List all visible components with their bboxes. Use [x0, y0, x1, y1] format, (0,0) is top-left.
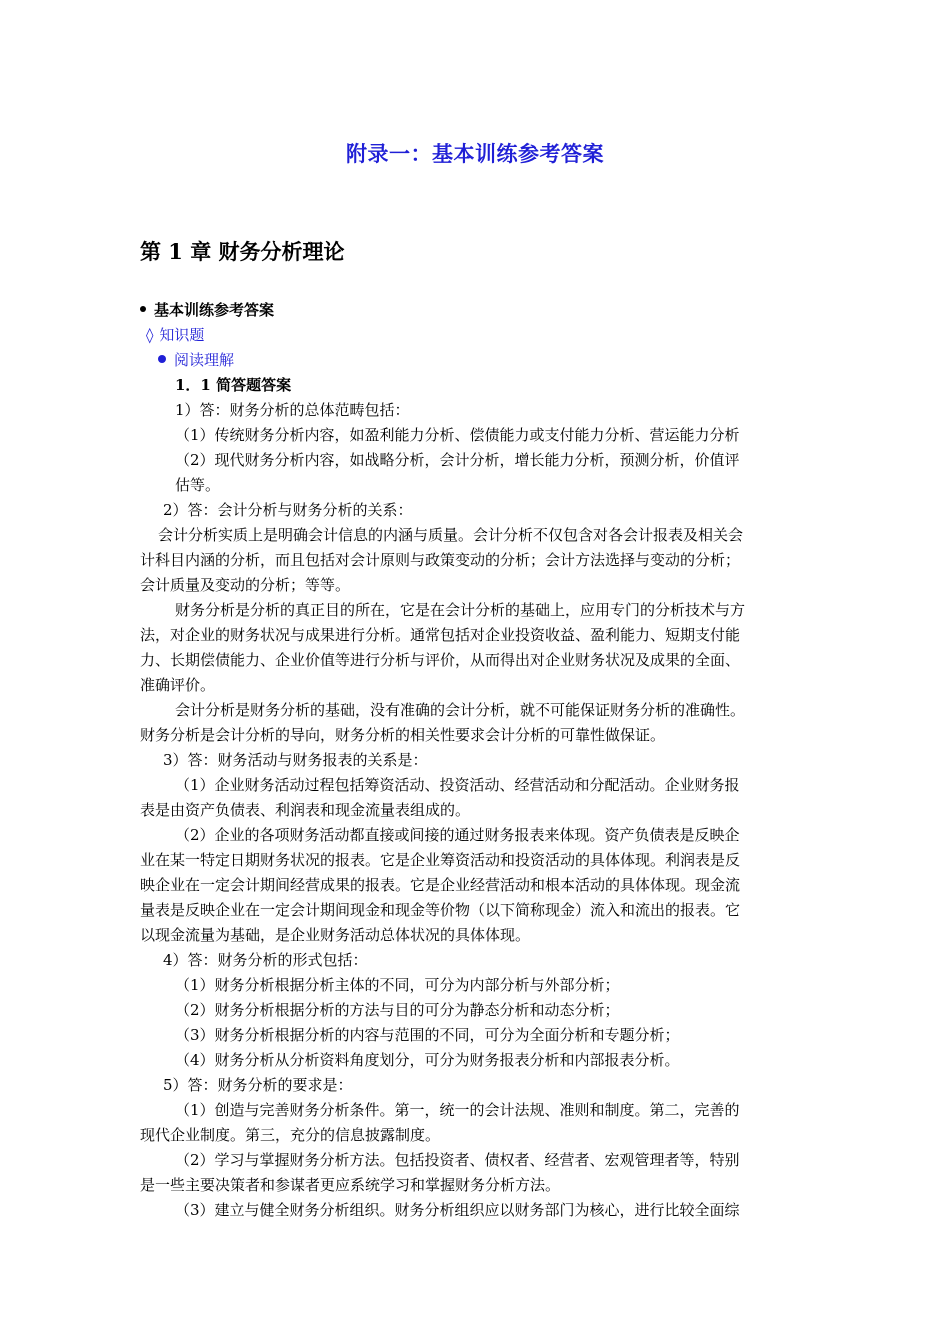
paragraph-line: （2）学习与掌握财务分析方法。包括投资者、债权者、经营者、宏观管理者等，特别 [175, 1151, 740, 1169]
paragraph-line: 3）答：财务活动与财务报表的关系是： [163, 751, 428, 769]
bullet-main [140, 298, 274, 323]
paragraph-line: 4）答：财务分析的形式包括： [163, 951, 368, 969]
paragraph-line: （3）建立与健全财务分析组织。财务分析组织应以财务部门为核心，进行比较全面综 [175, 1201, 740, 1219]
paragraph-line: 计科目内涵的分析，而且包括对会计原则与政策变动的分析；会计方法选择与变动的分析； [140, 551, 741, 569]
paragraph-line: （3）财务分析根据分析的内容与范围的不同，可分为全面分析和专题分析； [175, 1026, 680, 1044]
paragraph-line: 表是由资产负债表、利润表和现金流量表组成的。 [140, 801, 471, 819]
paragraph-line: 映企业在一定会计期间经营成果的报表。它是企业经营活动和根本活动的具体体现。现金流 [140, 876, 741, 894]
paragraph-line: 2）答：会计分析与财务分析的关系： [163, 501, 413, 519]
paragraph-line: 会计质量及变动的分析；等等。 [140, 576, 351, 594]
bullet-main-label: 基本训练参考答案 [154, 301, 275, 319]
bullet-icon [140, 306, 146, 312]
paragraph-line: 1）答：财务分析的总体范畴包括： [175, 401, 410, 419]
section-heading: 1．1 简答题答案 [175, 376, 292, 394]
paragraph-line: （1）传统财务分析内容，如盈利能力分析、偿债能力或支付能力分析、营运能力分析 [175, 426, 740, 444]
paragraph-line: 现代企业制度。第三，充分的信息披露制度。 [140, 1126, 441, 1144]
knowledge-heading [146, 323, 204, 348]
chapter-title: 第 1 章 财务分析理论 [140, 239, 345, 264]
paragraph-line: 力、长期偿债能力、企业价值等进行分析与评价，从而得出对企业财务状况及成果的全面、 [140, 651, 741, 669]
paragraph-line: 会计分析实质上是明确会计信息的内涵与质量。会计分析不仅包含对各会计报表及相关会 [158, 526, 744, 544]
paragraph-line: （1）创造与完善财务分析条件。第一，统一的会计法规、准则和制度。第二，完善的 [175, 1101, 740, 1119]
paragraph-line: （2）财务分析根据分析的方法与目的可分为静态分析和动态分析； [175, 1001, 620, 1019]
paragraph-line: 是一些主要决策者和参谋者更应系统学习和掌握财务分析方法。 [140, 1176, 561, 1194]
paragraph-line: 准确评价。 [140, 676, 216, 694]
paragraph-line: 业在某一特定日期财务状况的报表。它是企业筹资活动和投资活动的具体体现。利润表是反 [140, 851, 741, 869]
paragraph-line: 法，对企业的财务状况与成果进行分析。通常包括对企业投资收益、盈利能力、短期支付能 [140, 626, 741, 644]
paragraph-line: 财务分析是会计分析的导向，财务分析的相关性要求会计分析的可靠性做保证。 [140, 726, 666, 744]
reading-heading [158, 348, 234, 373]
diamond-icon: ◊ [146, 326, 154, 344]
paragraph-line: 5）答：财务分析的要求是： [163, 1076, 353, 1094]
paragraph-line: （2）现代财务分析内容，如战略分析，会计分析，增长能力分析，预测分析，价值评 [175, 451, 740, 469]
paragraph-line: （4）财务分析从分析资料角度划分，可分为财务报表分析和内部报表分析。 [175, 1051, 680, 1069]
appendix-title: 附录一：基本训练参考答案 [346, 141, 604, 166]
reading-label: 阅读理解 [174, 351, 235, 369]
blue-bullet-icon [158, 355, 166, 363]
paragraph-line: 量表是反映企业在一定会计期间现金和现金等价物（以下简称现金）流入和流出的报表。它 [140, 901, 741, 919]
paragraph-line: 会计分析是财务分析的基础，没有准确的会计分析，就不可能保证财务分析的准确性。 [175, 701, 746, 719]
paragraph-line: 以现金流量为基础，是企业财务活动总体状况的具体体现。 [140, 926, 531, 944]
knowledge-label: 知识题 [159, 326, 205, 344]
paragraph-line: （1）财务分析根据分析主体的不同，可分为内部分析与外部分析； [175, 976, 620, 994]
paragraph-line: 财务分析是分析的真正目的所在，它是在会计分析的基础上，应用专门的分析技术与方 [175, 601, 746, 619]
paragraph-line: （2）企业的各项财务活动都直接或间接的通过财务报表来体现。资产负债表是反映企 [175, 826, 740, 844]
paragraph-line: （1）企业财务活动过程包括筹资活动、投资活动、经营活动和分配活动。企业财务报 [175, 776, 740, 794]
paragraph-line: 估等。 [175, 476, 221, 494]
